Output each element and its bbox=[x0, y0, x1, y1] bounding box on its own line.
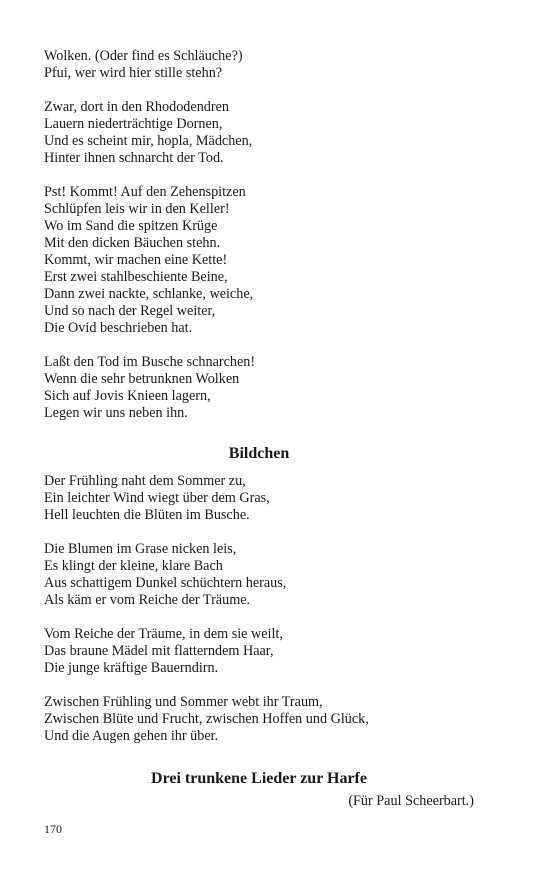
verse-line: Der Frühling naht dem Sommer zu, bbox=[44, 473, 246, 489]
stanza bbox=[44, 184, 474, 337]
stanza bbox=[44, 626, 474, 677]
poem-title: Drei trunkene Lieder zur Harfe bbox=[151, 770, 367, 787]
verse-line: Und es scheint mir, hopla, Mädchen, bbox=[44, 133, 253, 149]
verse-line: Es klingt der kleine, klare Bach bbox=[44, 558, 223, 574]
verse-line: Pfui, wer wird hier stille stehn? bbox=[44, 65, 223, 81]
stanza bbox=[44, 694, 474, 745]
verse-line: Zwischen Blüte und Frucht, zwischen Hoffen und Glück, bbox=[44, 711, 369, 727]
poem-title: Bildchen bbox=[228, 445, 290, 462]
poem-2 bbox=[44, 444, 474, 745]
verse-line: Zwar, dort in den Rhododendren bbox=[44, 99, 230, 115]
verse-line: Aus schattigem Dunkel schüchtern heraus, bbox=[44, 575, 287, 591]
stanza bbox=[44, 354, 474, 422]
verse-line: Hell leuchten die Blüten im Busche. bbox=[44, 507, 250, 523]
verse-line: Pst! Kommt! Auf den Zehenspitzen bbox=[44, 184, 246, 200]
verse-line: Die Ovid beschrieben hat. bbox=[44, 320, 193, 336]
page-number: 170 bbox=[44, 822, 62, 836]
verse-line: Die junge kräftige Bauerndirn. bbox=[44, 660, 219, 676]
page-body bbox=[44, 48, 474, 810]
stanza bbox=[44, 473, 474, 524]
verse-line: Dann zwei nackte, schlanke, weiche, bbox=[44, 286, 254, 302]
poem-3 bbox=[44, 769, 474, 810]
verse-line: Und so nach der Regel weiter, bbox=[44, 303, 216, 319]
verse-line: Wenn die sehr betrunknen Wolken bbox=[44, 371, 240, 387]
poem-1 bbox=[44, 48, 474, 422]
verse-line: Als käm er vom Reiche der Träume. bbox=[44, 592, 251, 608]
verse-line: Und die Augen gehen ihr über. bbox=[44, 728, 219, 744]
stanza bbox=[44, 48, 474, 82]
verse-line: Lauern niederträchtige Dornen, bbox=[44, 116, 223, 132]
verse-line: Zwischen Frühling und Sommer webt ihr Traum, bbox=[44, 694, 323, 710]
verse-line: Sich auf Jovis Knieen lagern, bbox=[44, 388, 211, 404]
verse-line: Mit den dicken Bäuchen stehn. bbox=[44, 235, 221, 251]
verse-line: Wolken. (Oder find es Schläuche?) bbox=[44, 48, 243, 64]
verse-line: Schlüpfen leis wir in den Keller! bbox=[44, 201, 230, 217]
stanza bbox=[44, 541, 474, 609]
verse-line: Wo im Sand die spitzen Krüge bbox=[44, 218, 218, 234]
verse-line: Das braune Mädel mit flatterndem Haar, bbox=[44, 643, 274, 659]
dedication: (Für Paul Scheerbart.) bbox=[348, 793, 474, 809]
verse-line: Die Blumen im Grase nicken leis, bbox=[44, 541, 237, 557]
verse-line: Kommt, wir machen eine Kette! bbox=[44, 252, 228, 268]
verse-line: Hinter ihnen schnarcht der Tod. bbox=[44, 150, 224, 166]
stanza bbox=[44, 99, 474, 167]
verse-line: Vom Reiche der Träume, in dem sie weilt, bbox=[44, 626, 283, 642]
verse-line: Laßt den Tod im Busche schnarchen! bbox=[44, 354, 256, 370]
verse-line: Legen wir uns neben ihn. bbox=[44, 405, 188, 421]
verse-line: Erst zwei stahlbeschiente Beine, bbox=[44, 269, 228, 285]
verse-line: Ein leichter Wind wiegt über dem Gras, bbox=[44, 490, 270, 506]
